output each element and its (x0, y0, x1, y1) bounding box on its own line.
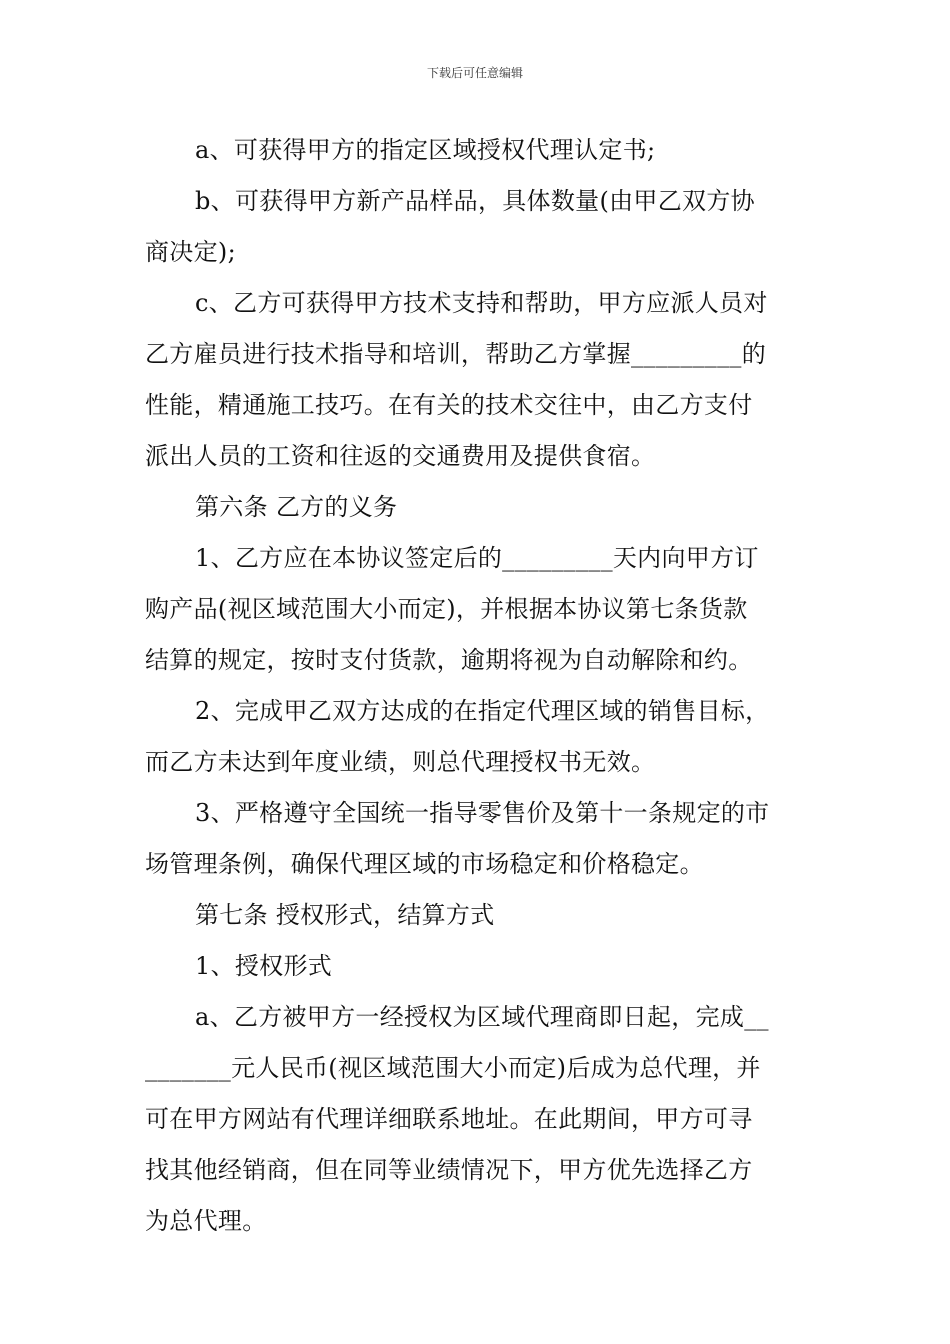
text-line: 可在甲方网站有代理详细联系地址。在此期间，甲方可寻 (145, 1105, 753, 1133)
text-line: 1、乙方应在本协议签定后的_________天内向甲方订 (195, 544, 759, 572)
text-line: 3、严格遵守全国统一指导零售价及第十一条规定的市 (195, 799, 770, 827)
text-line: 2、完成甲乙双方达成的在指定代理区域的销售目标， (195, 697, 770, 725)
section-heading: 第六条 乙方的义务 (195, 493, 398, 521)
text-line: 1、授权形式 (195, 952, 333, 980)
text-line: 找其他经销商，但在同等业绩情况下，甲方优先选择乙方 (145, 1156, 753, 1184)
page-header: 下载后可任意编辑 (426, 66, 523, 80)
text-line: 为总代理。 (145, 1207, 267, 1235)
text-line: 商决定); (145, 238, 236, 266)
text-line: 性能，精通施工技巧。在有关的技术交往中，由乙方支付 (145, 391, 753, 419)
text-line: b、可获得甲方新产品样品，具体数量(由甲乙双方协 (195, 187, 755, 215)
text-line: 场管理条例，确保代理区域的市场稳定和价格稳定。 (145, 850, 704, 878)
text-line: a、可获得甲方的指定区域授权代理认定书; (195, 136, 656, 164)
text-line: 乙方雇员进行技术指导和培训，帮助乙方掌握_________的 (145, 340, 766, 368)
text-line: c、乙方可获得甲方技术支持和帮助，甲方应派人员对 (195, 289, 768, 317)
text-line: 而乙方未达到年度业绩，则总代理授权书无效。 (145, 748, 656, 776)
text-line: 派出人员的工资和往返的交通费用及提供食宿。 (145, 442, 656, 470)
document-body (145, 125, 810, 1247)
text-line: 结算的规定，按时支付货款，逾期将视为自动解除和约。 (145, 646, 753, 674)
section-heading: 第七条 授权形式，结算方式 (195, 901, 495, 929)
text-line: _______元人民币(视区域范围大小而定)后成为总代理，并 (145, 1054, 761, 1082)
text-line: 购产品(视区域范围大小而定)，并根据本协议第七条货款 (145, 595, 748, 623)
text-line: a、乙方被甲方一经授权为区域代理商即日起，完成__ (195, 1003, 769, 1031)
